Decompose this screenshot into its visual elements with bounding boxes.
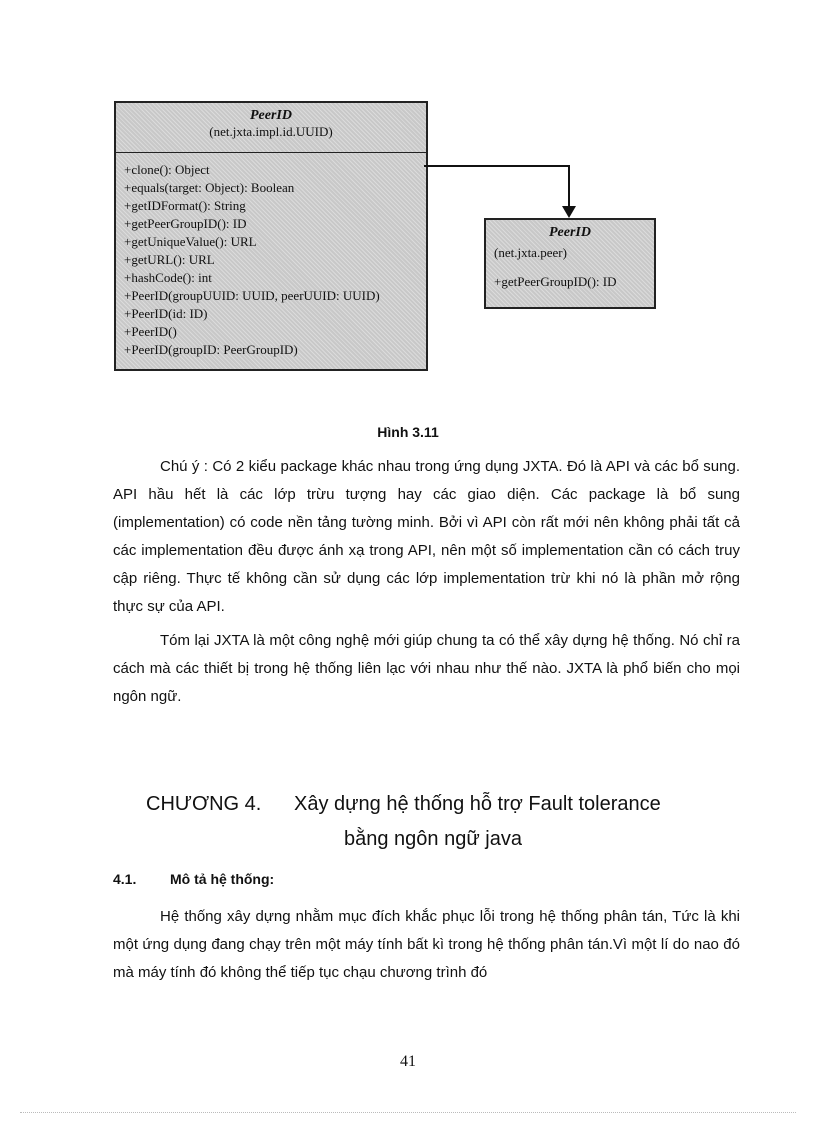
uml-operations-list xyxy=(486,261,654,291)
uml-operation: +clone(): Object xyxy=(124,162,210,177)
uml-class-package: (net.jxta.impl.id.UUID) xyxy=(209,124,333,139)
uml-class-peerid-peer xyxy=(484,218,656,309)
page-number: 41 xyxy=(400,1053,416,1070)
uml-operation: +getURL(): URL xyxy=(124,252,215,267)
section-heading xyxy=(113,871,274,887)
chapter-heading xyxy=(146,793,746,816)
uml-class-name: PeerID xyxy=(250,108,292,123)
uml-operation: +PeerID() xyxy=(124,324,177,339)
uml-operation: +PeerID(id: ID) xyxy=(124,306,208,321)
uml-operation: +getPeerGroupID(): ID xyxy=(494,274,617,289)
uml-operations-list xyxy=(116,153,426,359)
paragraph-system-description xyxy=(113,903,740,987)
uml-class-header xyxy=(486,220,654,261)
uml-class-name: PeerID xyxy=(549,225,591,240)
paragraph-text: Chú ý : Có 2 kiểu package khác nhau trong ứng dụng JXTA. Đó là API và các bổ sung. API hầu hết là các lớp trừu tượng hay các giao diện. Các package là bổ sung (implementation) có code nền tảng tường minh. Bởi vì API còn rất mới nên không phải tất cả các implementation đều được ánh xạ trong API, nên một số implementation cần có cách truy cập riêng. Thực tế không cần sử dụng các lớp implementation trừ khi nó là phần mở rộng thực sự của API. xyxy=(113,458,740,615)
paragraph-text: Hệ thống xây dựng nhằm mục đích khắc phục lỗi trong hệ thống phân tán, Tức là khi một ứng dụng đang chạy trên một máy tính bất kì trong hệ thống phân tán.Vì một lí do nao đó mà máy tính đó không thể tiếp tục chạu chương trình đó xyxy=(113,908,740,981)
paragraph-note xyxy=(113,453,740,621)
uml-class-peerid-impl xyxy=(114,101,428,371)
uml-class-package: (net.jxta.peer) xyxy=(494,245,567,260)
chapter-number: CHƯƠNG 4. xyxy=(146,793,262,815)
uml-operation: +hashCode(): int xyxy=(124,270,212,285)
uml-operation: +getIDFormat(): String xyxy=(124,198,246,213)
section-title: Mô tả hệ thống: xyxy=(170,871,275,887)
chapter-title-continued: bằng ngôn ngữ java xyxy=(344,828,522,850)
section-number: 4.1. xyxy=(113,871,137,887)
uml-operation: +getPeerGroupID(): ID xyxy=(124,216,247,231)
paragraph-text: Tóm lại JXTA là một công nghệ mới giúp chung ta có thể xây dựng hệ thống. Nó chỉ ra cách mà các thiết bị trong hệ thống liên lạc với nhau như thế nào. JXTA là phổ biến cho mọi ngôn ngữ. xyxy=(113,632,740,705)
page-footer-divider xyxy=(20,1112,796,1113)
uml-operation: +equals(target: Object): Boolean xyxy=(124,180,295,195)
chapter-title: Xây dựng hệ thống hỗ trợ Fault tolerance xyxy=(294,793,661,815)
uml-operation: +PeerID(groupUUID: UUID, peerUUID: UUID) xyxy=(124,288,380,303)
figure-caption: Hình 3.11 xyxy=(377,424,439,440)
paragraph-summary xyxy=(113,627,740,711)
uml-operation: +getUniqueValue(): URL xyxy=(124,234,257,249)
uml-class-header xyxy=(116,103,426,153)
uml-operation: +PeerID(groupID: PeerGroupID) xyxy=(124,342,298,357)
